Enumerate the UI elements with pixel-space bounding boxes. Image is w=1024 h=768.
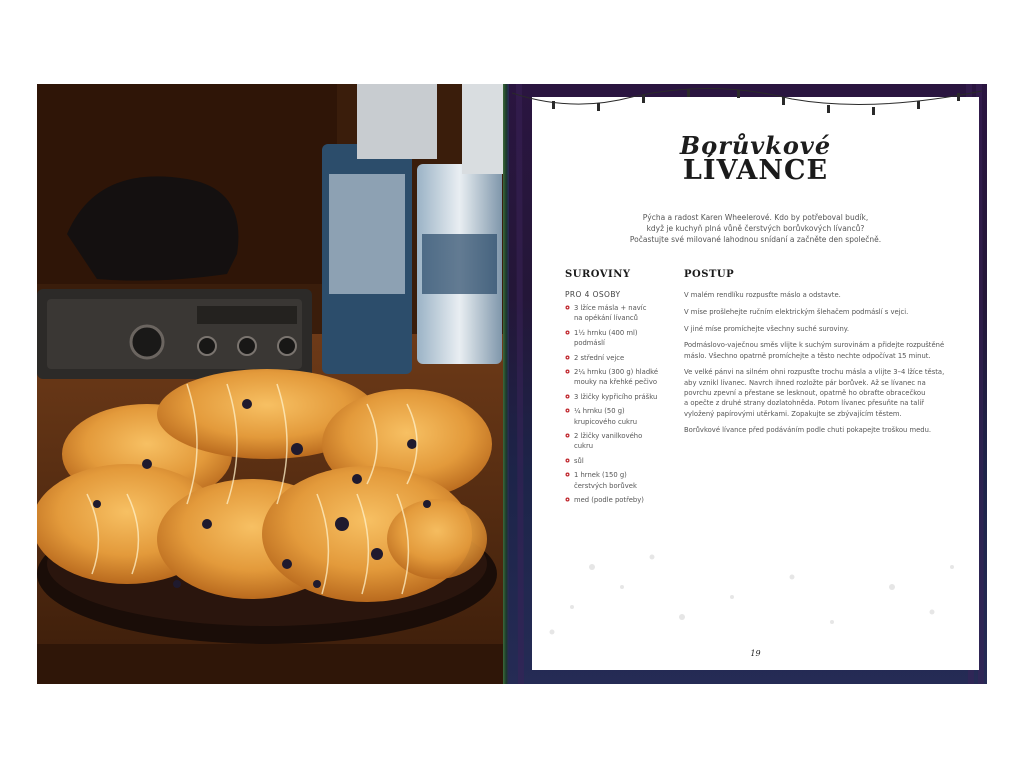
ingredients-heading: SUROVINY <box>565 269 631 280</box>
step-text: Ve velké pánvi na silném ohni rozpusťte trochu másla a vlijte 3–4 lžíce těsta, <box>684 368 945 377</box>
step-text: vyložený papírovými utěrkami. Zopakujte se zbývajícím těstem. <box>684 409 902 418</box>
red-star-bullet-icon <box>565 408 570 413</box>
ingredient-text: krupicového cukru <box>574 417 638 426</box>
step-text: Podmáslovo-vaječnou směs vlijte k suchým surovinám a přidejte rozpuštěné <box>684 341 945 350</box>
step-text: povrchu zpevní a přestane se lesknout, opatrně ho obraťte obracečkou <box>684 389 926 398</box>
steps-list <box>684 290 959 442</box>
recipe-intro <box>572 212 939 245</box>
step-text: Borůvkové lívance před podáváním podle chuti pokapejte troškou medu. <box>684 426 932 435</box>
ingredient-text: čerstvých borůvek <box>574 481 637 490</box>
step-text: V míse prošlehejte ručním elektrickým šlehačem podmáslí s vejci. <box>684 307 909 316</box>
ingredient-item <box>565 431 680 452</box>
red-star-bullet-icon <box>565 305 570 310</box>
pancakes-illustration <box>37 84 505 684</box>
ingredient-item <box>565 328 680 349</box>
step-paragraph <box>684 324 959 334</box>
ingredient-text: 3 lžíce másla + navíc <box>574 304 647 312</box>
red-star-bullet-icon <box>565 355 570 360</box>
string-lights-decoration <box>512 83 982 123</box>
step-text: V jiné míse promíchejte všechny suché suroviny. <box>684 324 849 333</box>
snow-speckle-decoration <box>532 537 979 647</box>
ingredient-text: 1½ hrnku (400 ml) <box>574 328 638 337</box>
ingredient-text: cukru <box>574 442 594 451</box>
step-paragraph <box>684 340 959 361</box>
step-text: aby vznikl lívanec. Navrch ihned rozložte pár borůvek. Až se lívanec na <box>684 378 926 387</box>
red-star-bullet-icon <box>565 497 570 502</box>
ingredient-text: podmáslí <box>574 339 605 348</box>
ingredient-item <box>565 456 680 466</box>
ingredient-item <box>565 406 680 427</box>
ingredient-text: med (podle potřeby) <box>574 496 644 505</box>
red-star-bullet-icon <box>565 433 570 438</box>
steps-heading: POSTUP <box>684 269 735 280</box>
page-number: 19 <box>750 649 761 658</box>
ingredient-text: 2 lžičky vanilkového <box>574 432 643 441</box>
servings-label: PRO 4 OSOBY <box>565 290 621 299</box>
step-text: máslo. Všechno opatrně promíchejte a těsto nechte odpočívat 15 minut. <box>684 351 931 360</box>
ingredient-text: na opékání lívanců <box>574 314 638 323</box>
ingredient-text: 3 lžičky kypřicího prášku <box>574 392 658 401</box>
step-paragraph <box>684 290 959 300</box>
recipe-page <box>532 97 979 670</box>
recipe-title-script: Borůvkové <box>679 131 832 160</box>
red-star-bullet-icon <box>565 472 570 477</box>
ingredient-text: 2¼ hrnku (300 g) hladké <box>574 368 659 377</box>
ingredient-text: 2 střední vejce <box>574 353 625 362</box>
ingredient-text: 1 hrnek (150 g) <box>574 471 627 480</box>
step-paragraph <box>684 367 959 418</box>
step-text: a opečte z druhé strany dozlatohněda. Potom lívanec přesuňte na talíř <box>684 399 925 408</box>
ingredient-item <box>565 470 680 491</box>
red-star-bullet-icon <box>565 330 570 335</box>
intro-line: Počastujte své milované lahodnou snídaní a začněte den společně. <box>629 235 882 244</box>
ingredient-text: ¼ hrnku (50 g) <box>574 407 625 416</box>
book-spread <box>37 84 987 684</box>
ingredient-item <box>565 353 680 363</box>
pancakes-photo <box>37 84 505 684</box>
intro-line: když je kuchyň plná vůně čerstvých borůvkových lívanců? <box>646 224 865 233</box>
ingredient-item <box>565 303 680 324</box>
recipe-title-main: LÍVANCE <box>682 155 829 186</box>
ingredient-item <box>565 392 680 402</box>
ingredient-item <box>565 367 680 388</box>
red-star-bullet-icon <box>565 394 570 399</box>
red-star-bullet-icon <box>565 369 570 374</box>
intro-line: Pýcha a radost Karen Wheelerové. Kdo by potřeboval budík, <box>642 213 869 222</box>
red-star-bullet-icon <box>565 458 570 463</box>
step-paragraph <box>684 307 959 317</box>
ingredient-text: sůl <box>574 456 584 465</box>
step-paragraph <box>684 425 959 435</box>
step-text: V malém rendlíku rozpusťte máslo a odstavte. <box>684 291 841 299</box>
ingredient-item <box>565 495 680 505</box>
ingredient-text: mouky na křehké pečivo <box>574 378 658 387</box>
ingredients-list <box>565 303 680 510</box>
